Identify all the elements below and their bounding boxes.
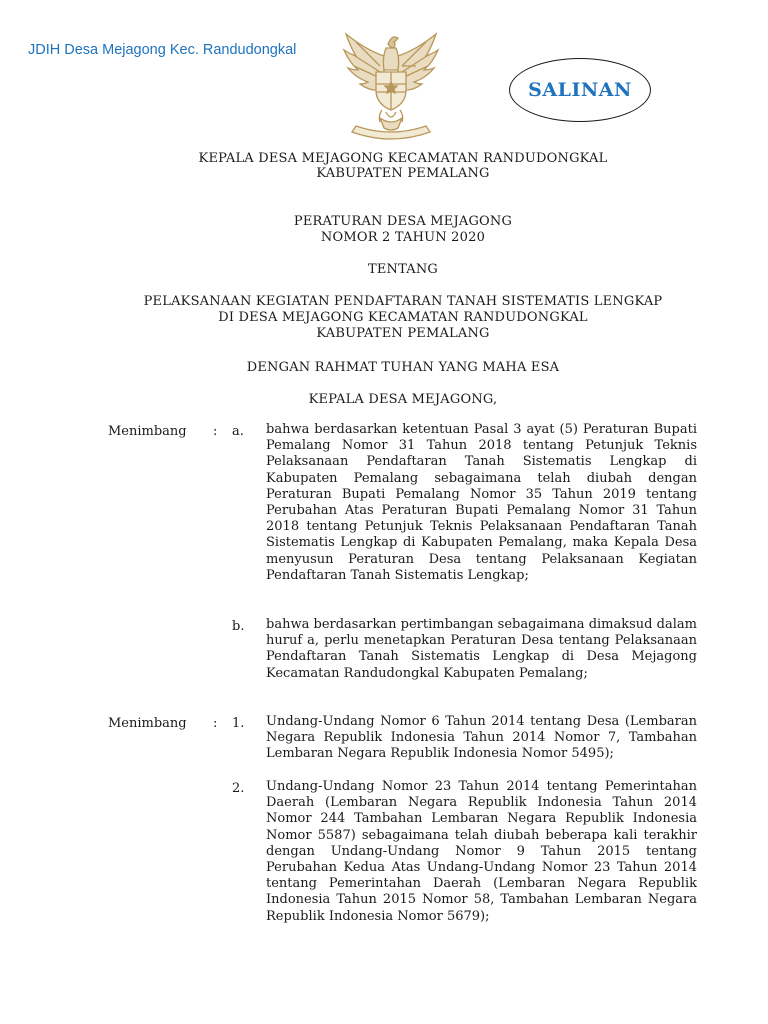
regulation-title: PERATURAN DESA MEJAGONG	[293, 214, 513, 229]
tentang-heading: TENTANG	[367, 262, 439, 277]
section-label: Menimbang	[108, 424, 187, 439]
jdih-header: JDIH Desa Mejagong Kec. Randudongkal	[28, 42, 297, 58]
item-text: Undang-Undang Nomor 23 Tahun 2014 tentang Pemerintahan Daerah (Lembaran Negara Republik Indonesia Tahun 2014 Nomor 244 Tambahan Lembaran Negara Republik Indonesia Nomor 5587) sebagaimana telah diubah beberapa kali terakhir dengan Undang-Undang Nomor 9 Tahun 2015 tentang Perubahan Kedua Atas Undang-Undang Nomor 23 Tahun 2014 tentang Pemerintahan Daerah (Lembaran Negara Republik Indonesia Tahun 2015 Nomor 58, Tambahan Lembaran Negara Republik Indonesia Nomor 5679);	[266, 779, 697, 924]
section-colon: :	[213, 424, 218, 439]
item-marker: b.	[232, 619, 245, 634]
item-text: bahwa berdasarkan pertimbangan sebagaimana dimaksud dalam huruf a, perlu menetapkan Peraturan Desa tentang Pelaksanaan Pendaftaran Tanah Sistematis Lengkap di Desa Mejagong Kecamatan Randudongkal Kabupaten Pemalang;	[266, 617, 697, 681]
subject-line-3: KABUPATEN PEMALANG	[316, 326, 490, 341]
salinan-stamp: SALINAN	[509, 58, 651, 122]
section-label: Menimbang	[108, 716, 187, 731]
item-text: Undang-Undang Nomor 6 Tahun 2014 tentang Desa (Lembaran Negara Republik Indonesia Tahun 2014 Nomor 7, Tambahan Lembaran Negara Republik Indonesia Nomor 5495);	[266, 714, 697, 762]
rahmat-line: DENGAN RAHMAT TUHAN YANG MAHA ESA	[246, 360, 560, 375]
item-marker: 1.	[232, 716, 245, 731]
issuer-line-2: KABUPATEN PEMALANG	[316, 166, 490, 181]
kepala-desa-line: KEPALA DESA MEJAGONG,	[308, 392, 498, 407]
issuer-line-1: KEPALA DESA MEJAGONG KECAMATAN RANDUDONGKAL	[198, 151, 608, 166]
subject-line-2: DI DESA MEJAGONG KECAMATAN RANDUDONGKAL	[218, 310, 588, 325]
item-text: bahwa berdasarkan ketentuan Pasal 3 ayat (5) Peraturan Bupati Pemalang Nomor 31 Tahun 2018 tentang Petunjuk Teknis Pelaksanaan Pendaftaran Tanah Sistematis Lengkap di Kabupaten Pemalang sebagaimana telah diubah dengan Peraturan Bupati Pemalang Nomor 35 Tahun 2019 tentang Perubahan Atas Peraturan Bupati Pemalang Nomor 31 Tahun 2018 tentang Petunjuk Teknis Pelaksanaan Pendaftaran Tanah Sistematis Lengkap di Kabupaten Pemalang, maka Kepala Desa menyusun Peraturan Desa tentang Pelaksanaan Kegiatan Pendaftaran Tanah Sistematis Lengkap;	[266, 422, 697, 583]
section-colon: :	[213, 716, 218, 731]
subject-line-1: PELAKSANAAN KEGIATAN PENDAFTARAN TANAH SISTEMATIS LENGKAP	[143, 294, 663, 309]
item-marker: a.	[232, 424, 244, 439]
item-marker: 2.	[232, 781, 245, 796]
garuda-emblem-icon	[336, 26, 446, 144]
regulation-number: NOMOR 2 TAHUN 2020	[320, 230, 486, 245]
